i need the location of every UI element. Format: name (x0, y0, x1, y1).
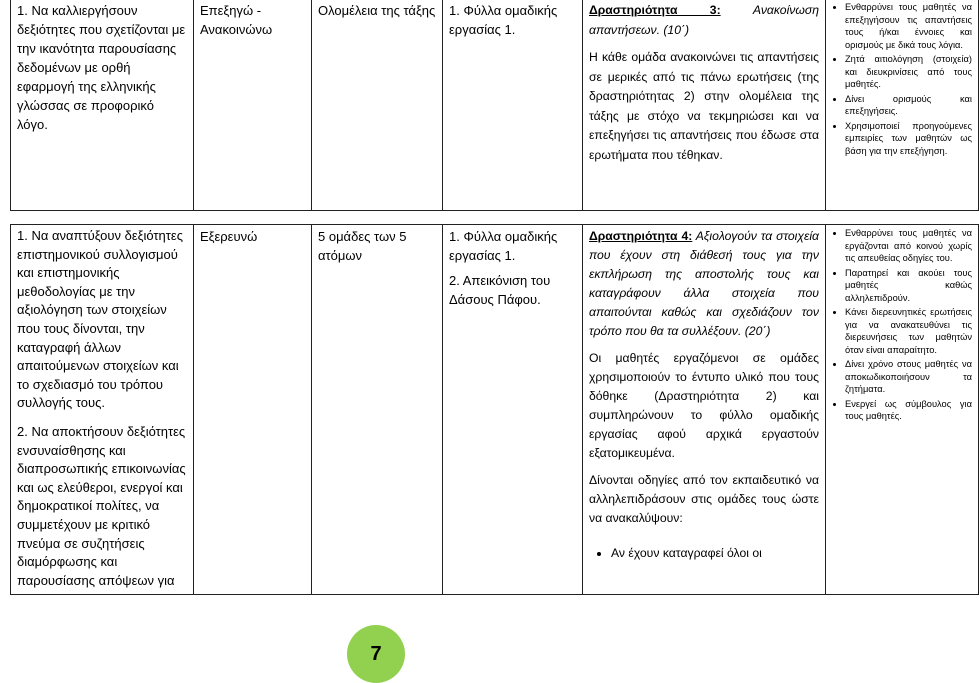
teacher-role-list (832, 227, 972, 423)
materials-cell (443, 225, 583, 595)
method-text: Εξερευνώ (200, 229, 258, 244)
list-item: • Δίνει χρόνο στους μαθητές να αποκωδικοποιήσουν τα ζητήματα. (845, 358, 972, 396)
activity-description-2: Δίνονται οδηγίες από τον εκπαιδευτικό να αλληλεπιδράσουν στις ομάδες τους ώστε να ανακαλύψουν: (589, 473, 819, 525)
list-item: • Δίνει ορισμούς και επεξηγήσεις. (845, 93, 972, 118)
activity-cell (583, 0, 826, 211)
activity-description-1: Οι μαθητές εργαζόμενοι σε ομάδες χρησιμοποιούν το έντυπο υλικό που τους δόθηκε (Δραστηριότητα 2) και συμπληρώνουν το φύλλο ομαδικής εργασίας αφού αρχικά εργαστούν εξατομικευμένα. (589, 351, 819, 460)
list-item: • Ενεργεί ως σύμβουλος για τους μαθητές. (845, 398, 972, 423)
materials-cell (443, 0, 583, 211)
list-item: • Χρησιμοποιεί προηγούμενες εμπειρίες των μαθητών ως βάση για την επεξήγηση. (845, 120, 972, 158)
list-item: • Κάνει διερευνητικές ερωτήσεις για να ανακατευθύνει τις διερευνήσεις των μαθητών όταν είναι απαραίτητο. (845, 306, 972, 356)
teacher-role-cell (826, 225, 979, 595)
teacher-role-cell (826, 0, 979, 211)
list-item: • Ζητά αιτιολόγηση (στοιχεία) και διευκρινίσεις από τους μαθητές. (845, 53, 972, 91)
list-item: • Ενθαρρύνει τους μαθητές να επεξηγήσουν τις απαντήσεις τους ή/και έννοιες και ορισμούς με δικά τους λόγια. (845, 1, 972, 51)
activity-title-rest: Ανακοίνωση απαντήσεων. (10΄) (589, 3, 819, 37)
activity-cell (583, 225, 826, 595)
list-item: • Αν έχουν καταγραφεί όλοι οι (611, 544, 819, 563)
method-text: Επεξηγώ - Ανακοινώνω (200, 3, 273, 37)
table-row (11, 225, 979, 595)
list-item: • Παρατηρεί και ακούει τους μαθητές καθώς αλληλεπιδρούν. (845, 267, 972, 305)
objective-cell (11, 0, 194, 211)
materials-text: 1. Φύλλα ομαδικής εργασίας 1. (449, 3, 558, 37)
page-number: 7 (370, 642, 382, 665)
material-1-text: 1. Φύλλα ομαδικής εργασίας 1. (449, 229, 558, 263)
objective-2-text: 2. Να αποκτήσουν δεξιότητες ενσυναίσθησης και διαπροσωπικής επικοινωνίας και ως ελεύθεροι, ενεργοί και δημοκρατικοί πολίτες, να συμμετέχουν με κριτικό πνεύμα σε συζητήσεις διαμόρφωσης και παρουσίασης απόψεων για (17, 423, 186, 588)
grouping-cell (312, 0, 443, 211)
method-cell (194, 0, 312, 211)
activity-description: Η κάθε ομάδα ανακοινώνει τις απαντήσεις σε μερικές από τις πάνω ερωτήσεις (της δραστηριότητας 2) στην ολομέλεια της τάξης με στόχο να τεκμηριώσει και να επεξηγήσει τις απαντήσεις που έδωσε στα ερωτήματα που τέθηκαν. (589, 50, 819, 162)
activity-title-rest: Αξιολογούν τα στοιχεία που έχουν στη διάθεσή τους για την εκπλήρωση της αποστολής τους και καταγράφουν άλλα στοιχεία που απαιτούνται καθώς και σχεδιάζουν τον τρόπο που θα τα συλλέξουν. (20΄) (589, 229, 819, 338)
page-number-badge (347, 625, 405, 683)
method-cell (194, 225, 312, 595)
activity-title: Δραστηριότητα 4: (589, 229, 693, 243)
activity-heading (589, 1, 819, 40)
grouping-text: 5 ομάδες των 5 ατόμων (318, 229, 407, 263)
objective-1-text: 1. Να αναπτύξουν δεξιότητες επιστημονικού συλλογισμού και επιστημονικής μεθοδολογίας με την αξιολόγηση των στοιχείων που τους δίνονται, την καταγραφή άλλων απαιτούμενων στοιχείων και το σχεδιασμό του τρόπου συλλογής τους. (17, 228, 183, 411)
grouping-cell (312, 225, 443, 595)
activity-heading (589, 227, 819, 341)
grouping-text: Ολομέλεια της τάξης (318, 3, 436, 18)
activity-bullet-list (589, 544, 819, 563)
activity-title: Δραστηριότητα 3: (589, 3, 721, 17)
lesson-table-top (10, 0, 979, 211)
objective-text: 1. Να καλλιεργήσουν δεξιότητες που σχετίζονται με την ικανότητα παρουσίασης δεδομένων με ορθή εφαρμογή της ελληνικής γλώσσας σε προφορικό λόγο. (17, 3, 186, 132)
lesson-table-bottom (10, 224, 979, 595)
table-row (11, 0, 979, 211)
list-item: • Ενθαρρύνει τους μαθητές να εργάζονται από κοινού χωρίς τις απευθείας οδηγίες του. (845, 227, 972, 265)
objective-cell (11, 225, 194, 595)
material-2-text: 2. Απεικόνιση του Δάσους Πάφου. (449, 273, 551, 307)
teacher-role-list (832, 1, 972, 157)
